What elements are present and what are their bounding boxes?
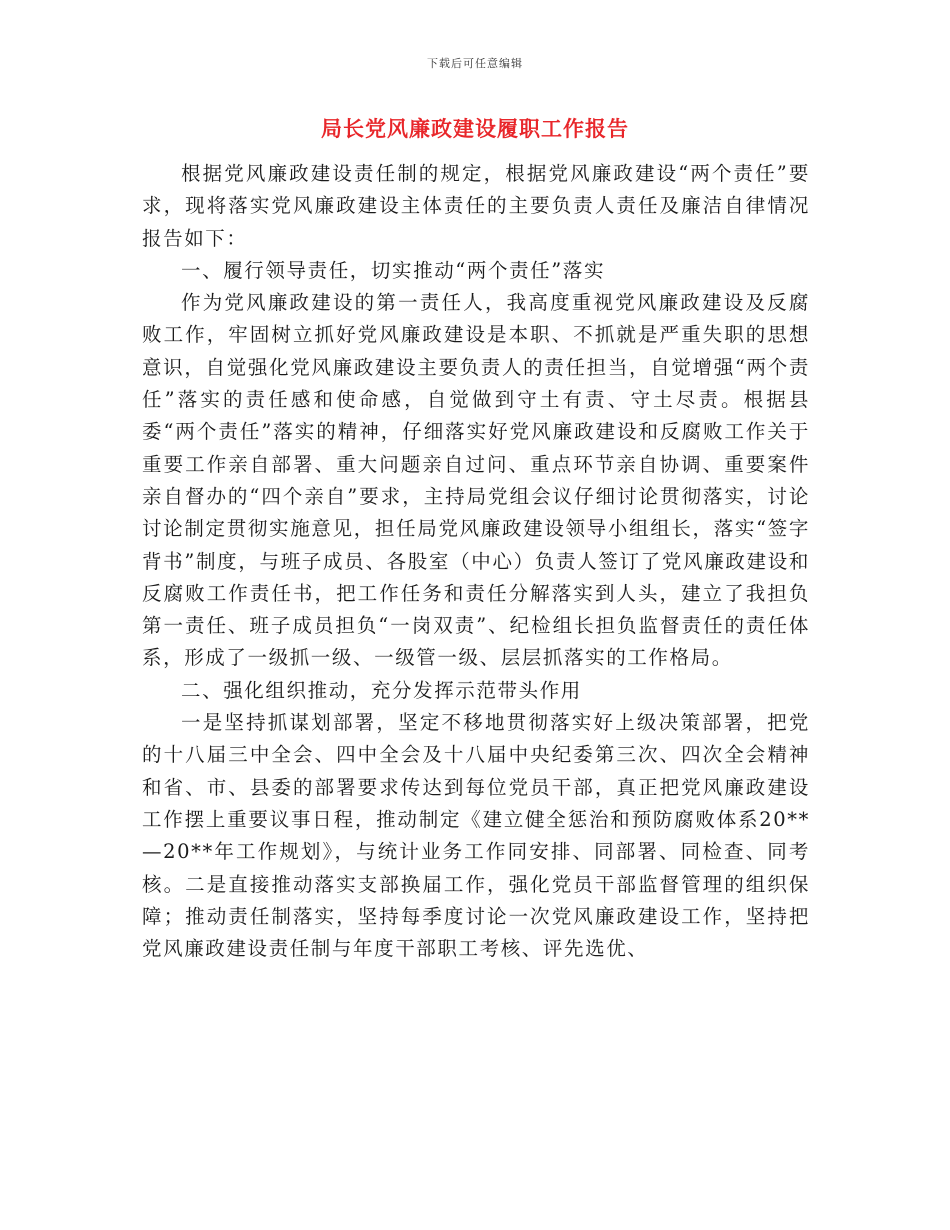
section-heading-1: 一、履行领导责任，切实推动“两个责任”落实: [181, 258, 606, 282]
document-body: [142, 158, 810, 965]
header-note: 下载后可任意编辑: [427, 57, 523, 70]
section-heading-2: 二、强化组织推动，充分发挥示范带头作用: [181, 678, 582, 702]
paragraph-intro: 根据党风廉政建设责任制的规定，根据党风廉政建设“两个责任”要求，现将落实党风廉政建设主体责任的主要负责人责任及廉洁自律情况报告如下：: [142, 162, 810, 250]
paragraph-section-2: 一是坚持抓谋划部署，坚定不移地贯彻落实好上级决策部署，把党的十八届三中全会、四中全会及十八届中央纪委第三次、四次全会精神和省、市、县委的部署要求传达到每位党员干部，真正把党风廉政建设工作摆上重要议事日程，推动制定《建立健全惩治和预防腐败体系20**—20**年工作规划》，与统计业务工作同安排、同部署、同检查、同考核。二是直接推动落实支部换届工作，强化党员干部监督管理的组织保障；推动责任制落实，坚持每季度讨论一次党风廉政建设工作，坚持把党风廉政建设责任制与年度干部职工考核、评先选优、: [142, 711, 810, 961]
document-title: 局长党风廉政建设履职工作报告: [321, 116, 629, 141]
paragraph-section-1: 作为党风廉政建设的第一责任人，我高度重视党风廉政建设及反腐败工作，牢固树立抓好党风廉政建设是本职、不抓就是严重失职的思想意识，自觉强化党风廉政建设主要负责人的责任担当，自觉增强“两个责任”落实的责任感和使命感，自觉做到守土有责、守土尽责。根据县委“两个责任”落实的精神，仔细落实好党风廉政建设和反腐败工作关于重要工作亲自部署、重大问题亲自过问、重点环节亲自协调、重要案件亲自督办的“四个亲自”要求，主持局党组会议仔细讨论贯彻落实，讨论讨论制定贯彻实施意见，担任局党风廉政建设领导小组组长，落实“签字背书”制度，与班子成员、各股室（中心）负责人签订了党风廉政建设和反腐败工作责任书，把工作任务和责任分解落实到人头，建立了我担负第一责任、班子成员担负“一岗双责”、纪检组长担负监督责任的责任体系，形成了一级抓一级、一级管一级、层层抓落实的工作格局。: [142, 291, 810, 670]
